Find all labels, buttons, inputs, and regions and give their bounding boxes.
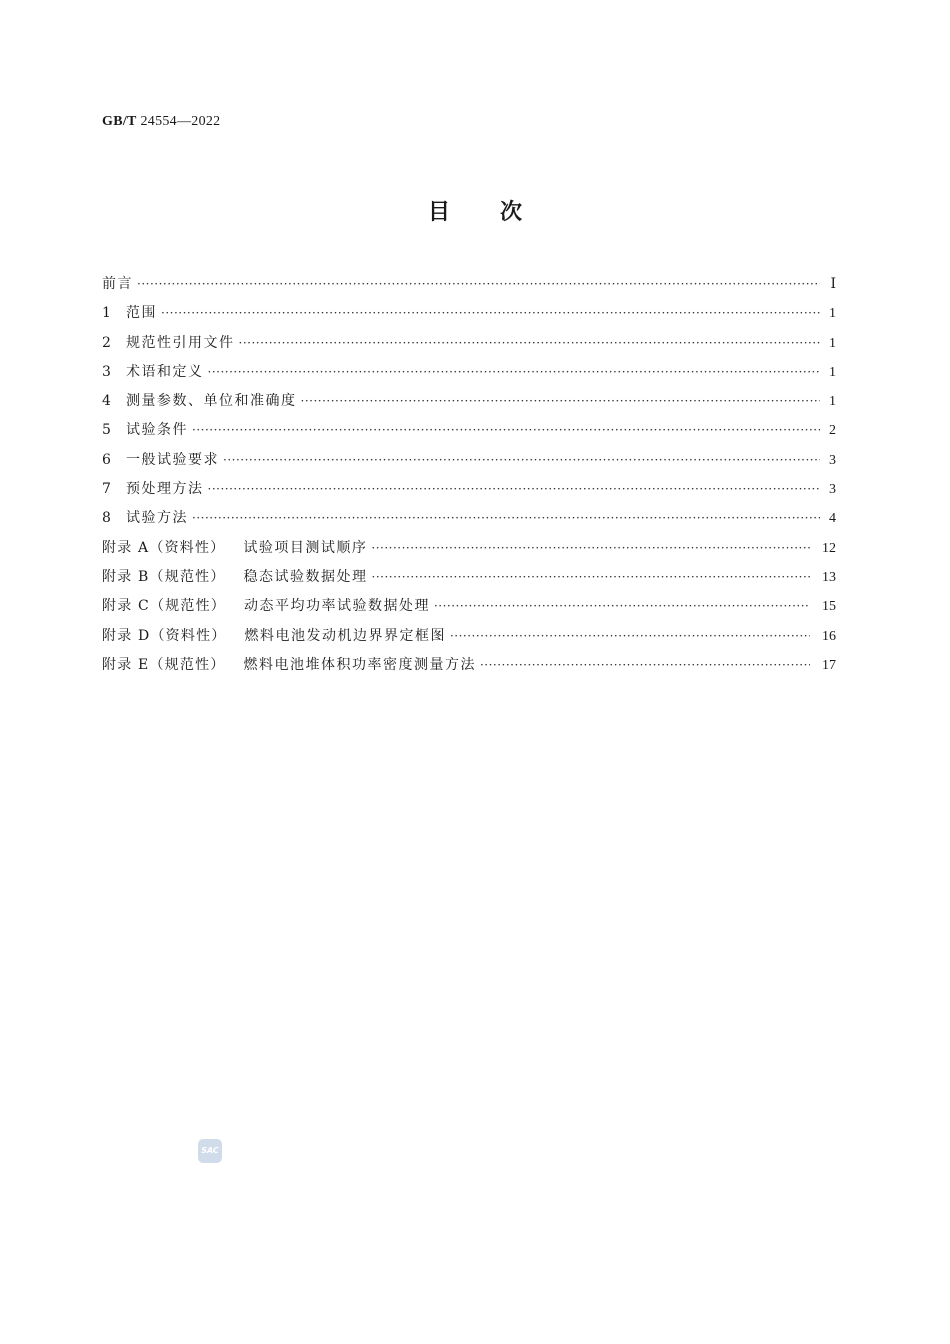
toc-entry-label: 试验方法 bbox=[126, 510, 188, 527]
toc-entry[interactable] bbox=[102, 362, 836, 391]
toc-entry-page: 3 bbox=[829, 452, 836, 468]
toc-leader-dots bbox=[239, 333, 821, 353]
annex-prefix: 附录 C bbox=[102, 598, 150, 615]
toc-entry-label: 燃料电池堆体积功率密度测量方法 bbox=[243, 656, 476, 673]
annex-type: （规范性） bbox=[149, 598, 226, 615]
toc-leader-dots bbox=[371, 538, 810, 558]
toc-entry[interactable] bbox=[102, 450, 836, 479]
toc-entry-label: 燃料电池发动机边界界定框图 bbox=[244, 627, 446, 644]
toc-entry-label: 测量参数、单位和准确度 bbox=[126, 393, 297, 410]
toc-entry-number: 3 bbox=[102, 363, 111, 380]
toc-leader-dots bbox=[208, 479, 821, 499]
toc-entry-page: 1 bbox=[829, 335, 836, 351]
toc-entry-label: 一般试验要求 bbox=[126, 451, 219, 468]
toc-entry-page: 1 bbox=[829, 394, 836, 410]
toc-leader-dots bbox=[372, 567, 810, 587]
toc-entry-label: 规范性引用文件 bbox=[126, 334, 235, 351]
toc-annex-entry[interactable] bbox=[102, 626, 836, 655]
toc-entry-number: 4 bbox=[102, 393, 111, 410]
toc-entry[interactable] bbox=[102, 303, 836, 332]
toc-entry-number: 1 bbox=[102, 305, 111, 322]
toc-entry-label: 稳态试验数据处理 bbox=[243, 568, 368, 585]
annex-prefix: 附录 D bbox=[102, 627, 151, 644]
toc-entry[interactable] bbox=[102, 479, 836, 508]
toc-entry-page: 15 bbox=[822, 599, 836, 615]
toc-entry-number: 5 bbox=[102, 422, 111, 439]
toc-entry-number: 8 bbox=[102, 510, 111, 527]
annex-type: （规范性） bbox=[149, 656, 226, 673]
toc-entry-page: 3 bbox=[829, 482, 836, 498]
toc-leader-dots bbox=[450, 626, 810, 646]
toc-annex-entry[interactable] bbox=[102, 655, 836, 684]
toc-entry-page: 16 bbox=[822, 628, 836, 644]
toc-entry-label: 范围 bbox=[126, 305, 157, 322]
annex-type: （资料性） bbox=[150, 627, 227, 644]
toc-annex-entry[interactable] bbox=[102, 567, 836, 596]
toc-leader-dots bbox=[208, 362, 821, 382]
toc-entry-label: 术语和定义 bbox=[126, 363, 204, 380]
toc-leader-dots bbox=[192, 420, 820, 440]
toc-entry-page: 1 bbox=[829, 306, 836, 322]
toc-entry-label: 前言 bbox=[102, 276, 133, 292]
table-of-contents bbox=[102, 274, 836, 684]
toc-annex-entry[interactable] bbox=[102, 538, 836, 567]
annex-type: （规范性） bbox=[149, 568, 226, 585]
toc-entry-page: Ⅰ bbox=[830, 277, 836, 292]
document-header bbox=[102, 114, 220, 130]
standard-prefix: GB/T bbox=[102, 114, 137, 129]
toc-annex-entry[interactable] bbox=[102, 596, 836, 625]
toc-entry-page: 1 bbox=[829, 364, 836, 380]
toc-entry-label: 试验项目测试顺序 bbox=[243, 539, 368, 556]
toc-leader-dots bbox=[223, 450, 820, 470]
toc-leader-dots bbox=[434, 596, 810, 616]
toc-entry[interactable] bbox=[102, 391, 836, 420]
toc-leader-dots bbox=[137, 274, 820, 294]
toc-entry[interactable] bbox=[102, 333, 836, 362]
toc-leader-dots bbox=[192, 508, 820, 528]
toc-entry-number: 7 bbox=[102, 481, 111, 498]
toc-entry-foreword[interactable] bbox=[102, 274, 836, 303]
toc-entry-page: 13 bbox=[822, 569, 836, 585]
toc-entry-label: 预处理方法 bbox=[126, 481, 204, 498]
annex-type: （资料性） bbox=[149, 539, 226, 556]
standard-number: 24554—2022 bbox=[140, 114, 221, 129]
annex-prefix: 附录 A bbox=[102, 539, 150, 556]
toc-entry[interactable] bbox=[102, 420, 836, 449]
toc-entry-page: 17 bbox=[822, 657, 836, 673]
toc-entry-page: 12 bbox=[822, 540, 836, 556]
toc-entry-label: 试验条件 bbox=[126, 422, 188, 439]
toc-entry-page: 2 bbox=[829, 423, 836, 439]
sac-logo-icon: SAC bbox=[198, 1139, 222, 1163]
toc-entry-number: 6 bbox=[102, 451, 111, 468]
toc-leader-dots bbox=[301, 391, 821, 411]
toc-leader-dots bbox=[161, 303, 820, 323]
annex-prefix: 附录 E bbox=[102, 656, 150, 673]
toc-entry-label: 动态平均功率试验数据处理 bbox=[243, 598, 430, 615]
toc-entry-number: 2 bbox=[102, 334, 111, 351]
toc-entry-page: 4 bbox=[829, 511, 836, 527]
toc-leader-dots bbox=[480, 655, 810, 675]
toc-entry[interactable] bbox=[102, 508, 836, 537]
annex-prefix: 附录 B bbox=[102, 568, 150, 585]
page-title: 目次 bbox=[427, 200, 572, 225]
